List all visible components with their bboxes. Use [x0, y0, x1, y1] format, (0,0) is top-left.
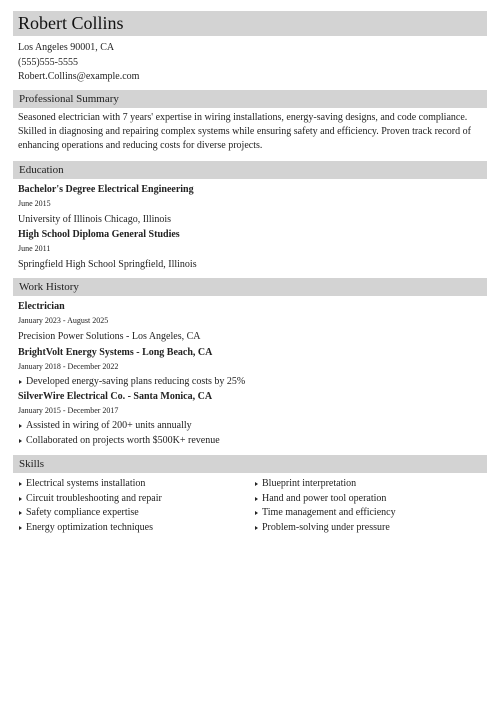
job-entry — [18, 346, 483, 390]
job-entry — [18, 390, 483, 448]
list-item: Hand and power tool operation — [254, 492, 474, 507]
job-company: Precision Power Solutions - Los Angeles, CA — [18, 331, 201, 342]
list-item: Electrical systems installation — [18, 477, 238, 492]
phone: (555)555-5555 — [18, 56, 78, 68]
candidate-name: Robert Collins — [13, 11, 487, 36]
skills-list — [254, 477, 474, 535]
bullet-icon — [19, 526, 22, 530]
summary-text: Seasoned electrician with 7 years' expertise in wiring installations, energy-saving designs, and code compliance. Skilled in diagnosing and repairing complex systems while ensuring safety and efficiency. Proven track record of enhancing operations and reducing costs for diverse projects. — [18, 112, 471, 151]
job-bullets — [18, 375, 483, 390]
contact-info — [18, 41, 139, 85]
bullet-icon — [255, 526, 258, 530]
job-date: January 2018 - December 2022 — [18, 362, 119, 371]
bullet-icon — [255, 511, 258, 515]
bullet-icon — [255, 482, 258, 486]
job-bullets — [18, 419, 483, 448]
list-item: Collaborated on projects worth $500K+ revenue — [18, 434, 483, 449]
list-item: Problem-solving under pressure — [254, 521, 474, 536]
location: Los Angeles 90001, CA — [18, 42, 115, 53]
bullet-icon — [19, 380, 22, 384]
skills-heading: Skills — [13, 455, 487, 473]
degree-date: June 2011 — [18, 244, 51, 253]
job-date: January 2015 - December 2017 — [18, 406, 119, 415]
degree-date: June 2015 — [18, 199, 51, 208]
job-date: January 2023 - August 2025 — [18, 316, 109, 325]
bullet-icon — [19, 482, 22, 486]
list-item: Energy optimization techniques — [18, 521, 238, 536]
education-entry — [18, 228, 483, 272]
job-title: BrightVolt Energy Systems - Long Beach, CA — [18, 347, 213, 358]
bullet-icon — [19, 439, 22, 443]
job-entry — [18, 300, 483, 344]
skills-right-column — [254, 477, 474, 535]
job-title: Electrician — [18, 301, 65, 312]
list-item: Time management and efficiency — [254, 506, 474, 521]
education-entry — [18, 183, 483, 227]
degree-title: Bachelor's Degree Electrical Engineering — [18, 184, 194, 195]
school-name: University of Illinois Chicago, Illinois — [18, 214, 172, 225]
bullet-icon — [19, 497, 22, 501]
bullet-icon — [19, 424, 22, 428]
list-item: Assisted in wiring of 200+ units annually — [18, 419, 483, 434]
skills-left-column — [18, 477, 238, 535]
education-heading: Education — [13, 161, 487, 179]
bullet-icon — [255, 497, 258, 501]
bullet-icon — [19, 511, 22, 515]
list-item: Developed energy-saving plans reducing costs by 25% — [18, 375, 483, 390]
degree-title: High School Diploma General Studies — [18, 229, 180, 240]
work-heading: Work History — [13, 278, 487, 296]
skills-list — [18, 477, 238, 535]
list-item: Blueprint interpretation — [254, 477, 474, 492]
job-title: SilverWire Electrical Co. - Santa Monica, CA — [18, 391, 213, 402]
list-item: Safety compliance expertise — [18, 506, 238, 521]
summary-heading: Professional Summary — [13, 90, 487, 108]
email: Robert.Collins@example.com — [18, 71, 140, 82]
list-item: Circuit troubleshooting and repair — [18, 492, 238, 507]
school-name: Springfield High School Springfield, Illinois — [18, 259, 197, 270]
